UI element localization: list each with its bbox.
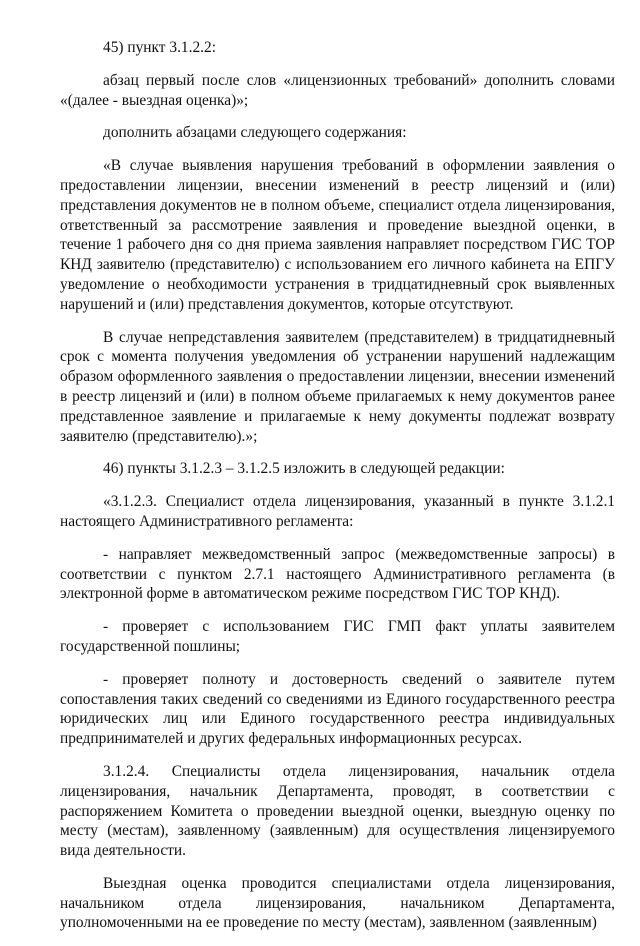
paragraph-duty-check: - проверяет с использованием ГИС ГМП факт уплаты заявителем государственной пошлины;: [60, 618, 615, 655]
paragraph-3-1-2-3: «3.1.2.3. Специалист отдела лицензирования, указанный в пункте 3.1.2.1 настоящего Административного регламента:: [60, 493, 615, 530]
document-page: [60, 38, 615, 946]
paragraph-item-45: 45) пункт 3.1.2.2:: [103, 39, 216, 56]
paragraph-field-assessment: Выездная оценка проводится специалистами отдела лицензирования, начальником отдела лицензирования, начальником Департамента, уполномоченными на ее проведение по месту (местам), заявленном (заявленным): [60, 874, 615, 932]
paragraph-item-46: 46) пункты 3.1.2.3 – 3.1.2.5 изложить в следующей редакции:: [103, 460, 505, 478]
paragraph-violation-case: «В случае выявления нарушения требований в оформлении заявления о предоставлении лицензии, внесении изменений в реестр лицензий и (или) представления документов не в полном объеме, специалист отдела лицензирования, ответственный за рассмотрение заявления и проведение выездной оценки, в течение 1 рабочего дня со дня приема заявления направляет посредством ГИС ТОР КНД заявителю (представителю) с использованием его личного кабинета на ЕПГУ уведомление о необходимости устранения в тридцатидневный срок выявленных нарушений и (или) представления документов, которые отсутствуют.: [60, 157, 615, 313]
paragraph-request: - направляет межведомственный запрос (межведомственные запросы) в соответствии с пунктом 2.7.1 настоящего Административного регламента (в электронной форме в автоматическом режиме посредством ГИС ТОР КНД).: [60, 545, 615, 603]
paragraph-data-check: - проверяет полноту и достоверность сведений о заявителе путем сопоставления таких сведений со сведениями из Единого государственного реестра юридических лиц или Единого государственного реестра индивидуальных предпринимателей и других федеральных информационных ресурсах.: [60, 670, 615, 748]
paragraph-3-1-2-4: 3.1.2.4. Специалисты отдела лицензирования, начальник отдела лицензирования, начальник Департамента, проводят, в соответствии с распоряжением Комитета о проведении выездной оценки, выездную оценку по месту (местам), заявленному (заявленным) для осуществления лицензируемого вида деятельности.: [60, 762, 615, 860]
paragraph-add-abzacs: дополнить абзацами следующего содержания:: [103, 124, 407, 142]
paragraph-non-submission: В случае непредставления заявителем (представителем) в тридцатидневный срок с момента получения уведомления об устранении нарушений надлежащим образом оформленного заявления о предоставлении лицензии, внесении изменений в реестр лицензий и (или) в полном объеме прилагаемых к нему документов ранее представленное заявление и прилагаемые к нему документы подлежат возврату заявителю (представителю).»;: [60, 328, 615, 445]
paragraph-first-abzac: абзац первый после слов «лицензионных требований» дополнить словами «(далее - выездная оценка)»;: [60, 71, 615, 109]
